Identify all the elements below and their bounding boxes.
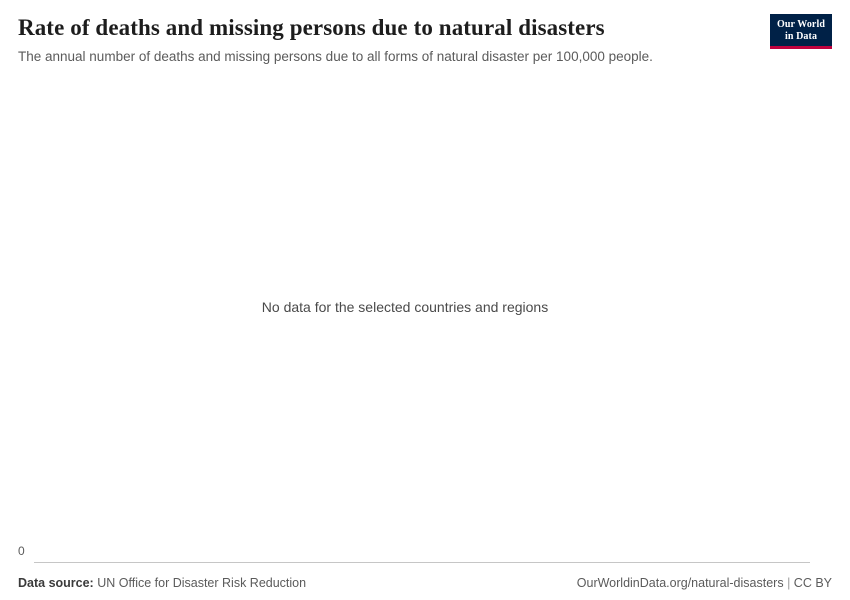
logo-line-1: Our World	[776, 19, 826, 30]
attribution-link[interactable]: OurWorldinData.org/natural-disasters	[576, 576, 784, 590]
page-title: Rate of deaths and missing persons due to natural disasters	[18, 15, 605, 40]
attribution	[577, 576, 832, 590]
y-axis	[18, 544, 832, 570]
license-link[interactable]: CC BY	[793, 576, 832, 590]
chart-subtitle: The annual number of deaths and missing persons due to all forms of natural disaster per 100,000 people.	[18, 49, 653, 64]
chart-footer	[18, 572, 832, 590]
data-source-value: UN Office for Disaster Risk Reduction	[97, 576, 307, 590]
chart-header	[18, 14, 832, 65]
y-axis-tick-zero: 0	[18, 544, 25, 558]
attribution-separator: |	[787, 576, 791, 590]
data-source	[18, 576, 306, 590]
logo-line-2: in Data	[784, 30, 818, 42]
axis-baseline	[34, 562, 810, 563]
data-source-label: Data source:	[18, 576, 94, 590]
plot-area	[18, 69, 832, 544]
no-data-message: No data for the selected countries and regions	[261, 298, 549, 315]
our-world-in-data-logo[interactable]	[770, 14, 832, 49]
